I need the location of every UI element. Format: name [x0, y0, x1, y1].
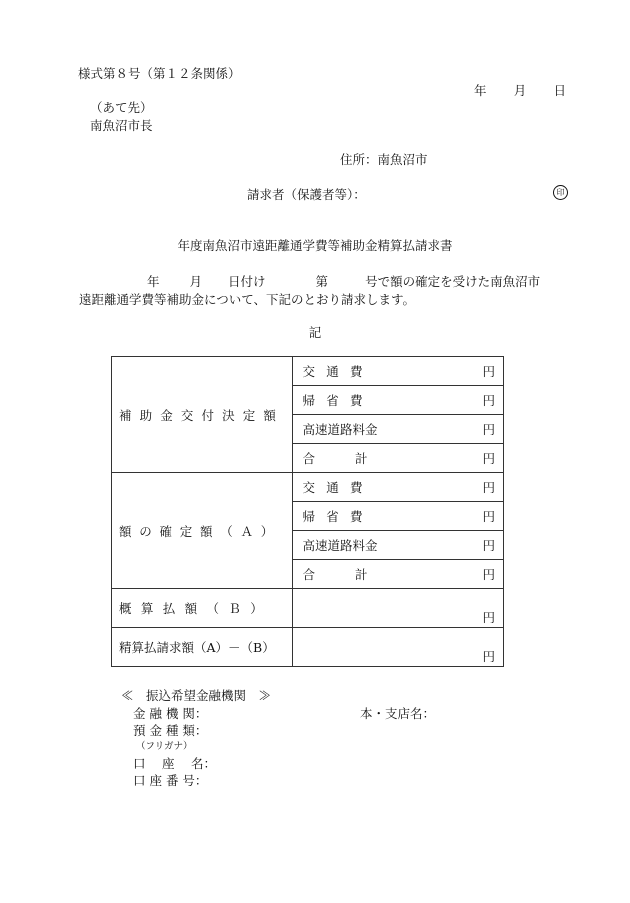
yen-unit: 円 [482, 610, 495, 625]
year-label: 年 [474, 83, 487, 98]
yen-unit: 円 [482, 393, 495, 408]
body-number-prefix: 第 [315, 274, 329, 289]
estimated-payment-value [292, 589, 504, 628]
seal-mark-icon: 印 [553, 185, 568, 200]
item-transport-label: 交通費 [302, 364, 374, 379]
item-cell [292, 415, 504, 444]
yen-unit: 円 [482, 422, 495, 437]
deposit-type-label: 預 金 種 類： [133, 723, 208, 738]
yen-unit: 円 [482, 649, 495, 664]
month-label: 月 [513, 83, 527, 98]
yen-unit: 円 [482, 364, 495, 379]
body-line-2: 遠距離通学費等補助金について、下記のとおり請求します。 [79, 292, 416, 307]
body-line-1 [79, 272, 569, 290]
table-row [112, 357, 504, 386]
furigana-label: （フリガナ） [136, 741, 193, 752]
item-homecoming-label: 帰省費 [302, 393, 374, 408]
settlement-claim-cell [112, 628, 293, 667]
amount-table [111, 356, 504, 667]
item-highway-label: 高速道路料金 [302, 422, 378, 437]
item-total-label: 合計 [302, 451, 408, 466]
body-dated: 日付け [228, 274, 266, 289]
yen-unit: 円 [482, 567, 495, 582]
item-transport-label: 交通費 [302, 480, 374, 495]
item-total-label: 合計 [302, 567, 408, 582]
table-row [112, 628, 504, 667]
yen-unit: 円 [482, 538, 495, 553]
item-highway-label: 高速道路料金 [302, 538, 378, 553]
confirmed-amount-label: 額の確定額（Ａ） [119, 523, 282, 539]
item-cell [292, 473, 504, 502]
yen-unit: 円 [482, 480, 495, 495]
account-number-label: 口 座 番 号： [133, 773, 208, 788]
bank-institution-label: 金 融 機 関： [133, 706, 208, 721]
table-row [112, 473, 504, 502]
form-number: 様式第８号（第１２条関係） [78, 66, 241, 81]
item-cell [292, 357, 504, 386]
body-month: 月 [189, 274, 203, 289]
bank-branch-label: 本・支店名： [360, 706, 436, 721]
applicant-address: 住所：南魚沼市 [340, 152, 428, 167]
bank-section-title: ≪ 振込希望金融機関 ≫ [121, 688, 272, 703]
addressee: 南魚沼市長 [90, 118, 153, 133]
settlement-claim-label: 精算払請求額（A）－（B） [119, 640, 275, 655]
ki-heading: 記 [308, 325, 322, 340]
document-title: 年度南魚沼市遠距離通学費等補助金精算払請求書 [177, 238, 453, 253]
item-cell [292, 531, 504, 560]
day-label: 日 [553, 83, 566, 98]
item-cell [292, 502, 504, 531]
addressee-label: （あて先） [90, 100, 153, 115]
estimated-payment-cell [112, 589, 293, 628]
estimated-payment-label: 概算払額（Ｂ） [119, 601, 273, 616]
item-cell [292, 560, 504, 589]
decision-amount-cell [112, 357, 293, 473]
date-field [474, 81, 566, 99]
yen-unit: 円 [482, 509, 495, 524]
item-homecoming-label: 帰省費 [302, 509, 374, 524]
account-name-label: 口 座 名： [133, 756, 216, 771]
body-line-1-text: 号で額の確定を受けた南魚沼市 [365, 274, 541, 289]
body-year: 年 [147, 274, 160, 289]
claimant-label: 請求者（保護者等）： [247, 187, 366, 202]
item-cell [292, 386, 504, 415]
confirmed-amount-cell [112, 473, 293, 589]
yen-unit: 円 [482, 451, 495, 466]
item-cell [292, 444, 504, 473]
table-row [112, 589, 504, 628]
settlement-claim-value [292, 628, 504, 667]
decision-amount-label: 補助金交付決定額 [119, 407, 285, 423]
